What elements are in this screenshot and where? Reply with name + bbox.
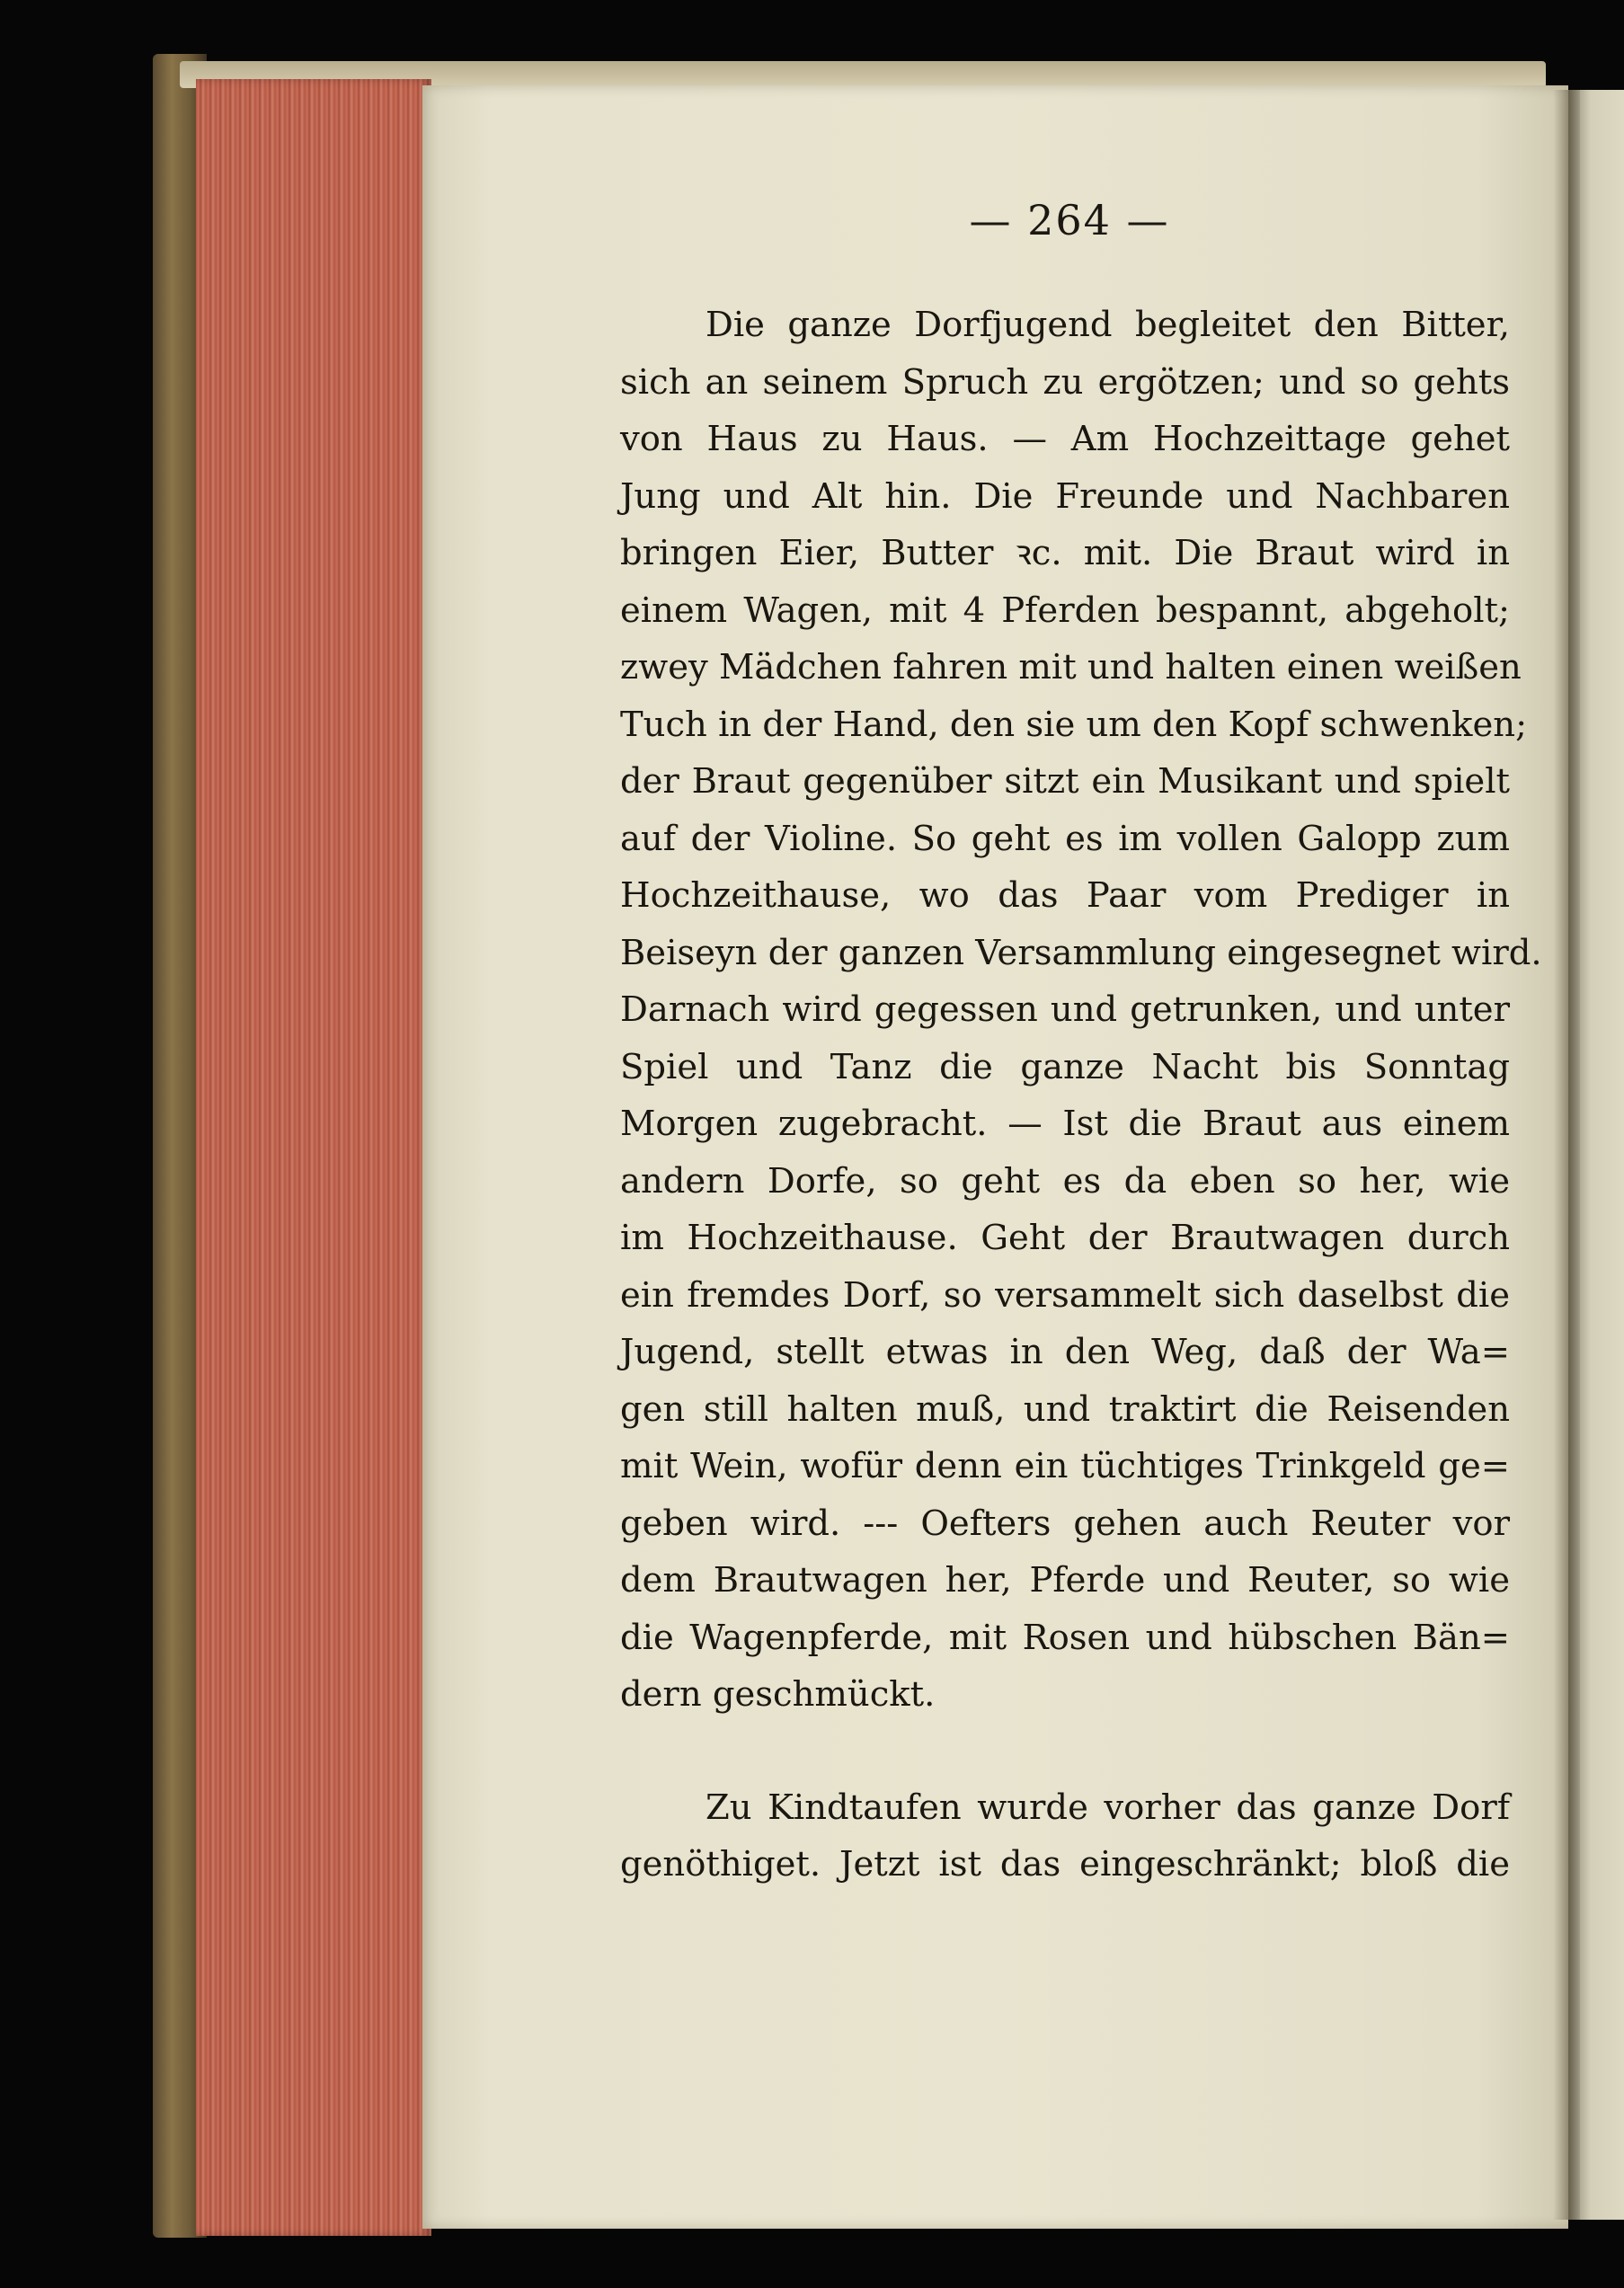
text-line: sich an seinem Spruch zu ergötzen; und so gehts <box>620 361 1510 403</box>
text-line: ein fremdes Dorf, so versammelt sich daselbst die <box>620 1274 1510 1316</box>
text-line: Jugend, stellt etwas in den Weg, daß der Wa= <box>620 1332 1510 1372</box>
paragraph-1 <box>620 297 1542 1724</box>
text-line: Zu Kindtaufen wurde vorher das ganze Dorf <box>706 1787 1510 1828</box>
text-line: mit Wein, wofür denn ein tüchtiges Trinkgeld ge= <box>620 1446 1510 1486</box>
text-line: gen still halten muß, und traktirt die Reisenden <box>620 1388 1510 1430</box>
text-line: Tuch in der Hand, den sie um den Kopf schwenken; <box>620 704 1528 745</box>
text-line: die Wagenpferde, mit Rosen und hübschen Bän= <box>620 1617 1510 1658</box>
paragraph-2 <box>620 1779 1510 1893</box>
page-number: — 264 — <box>969 196 1170 244</box>
text-line: Morgen zugebracht. — Ist die Braut aus einem <box>620 1104 1510 1144</box>
text-line: bringen Eier, Butter ꝛc. mit. Die Braut wird in <box>620 533 1510 573</box>
text-line: von Haus zu Haus. — Am Hochzeittage gehet <box>620 419 1510 459</box>
text-line: Darnach wird gegessen und getrunken, und unter <box>620 989 1510 1030</box>
text-line: dern geschmückt. <box>620 1674 936 1715</box>
page-body-text <box>620 297 1542 1893</box>
text-line: andern Dorfe, so geht es da eben so her, wie <box>620 1160 1510 1202</box>
text-line: Beiseyn der ganzen Versammlung eingesegnet wird. <box>620 932 1542 973</box>
text-line: der Braut gegenüber sitzt ein Musikant und spielt <box>620 761 1510 802</box>
text-line: genöthiget. Jetzt ist das eingeschränkt; bloß die <box>620 1844 1510 1884</box>
text-line: zwey Mädchen fahren mit und halten einen weißen <box>620 647 1522 687</box>
text-line: Die ganze Dorfjugend begleitet den Bitter, <box>706 305 1510 345</box>
text-line: einem Wagen, mit 4 Pferden bespannt, abgeholt; <box>620 590 1510 631</box>
gutter-shadow <box>1553 90 1580 2220</box>
text-line: Hochzeithause, wo das Paar vom Prediger in <box>620 875 1510 916</box>
text-line: Jung und Alt hin. Die Freunde und Nachbaren <box>620 475 1510 517</box>
page-edges-stack <box>196 79 431 2236</box>
text-line: Spiel und Tanz die ganze Nacht bis Sonntag <box>620 1046 1510 1087</box>
text-line: im Hochzeithause. Geht der Brautwagen durch <box>620 1218 1510 1258</box>
paragraph-gap <box>620 1724 1510 1779</box>
text-line: geben wird. --- Oefters gehen auch Reuter vor <box>620 1503 1510 1544</box>
text-line: auf der Violine. So geht es im vollen Galopp zum <box>620 818 1510 859</box>
text-line: dem Brautwagen her, Pferde und Reuter, so wie <box>620 1560 1510 1601</box>
